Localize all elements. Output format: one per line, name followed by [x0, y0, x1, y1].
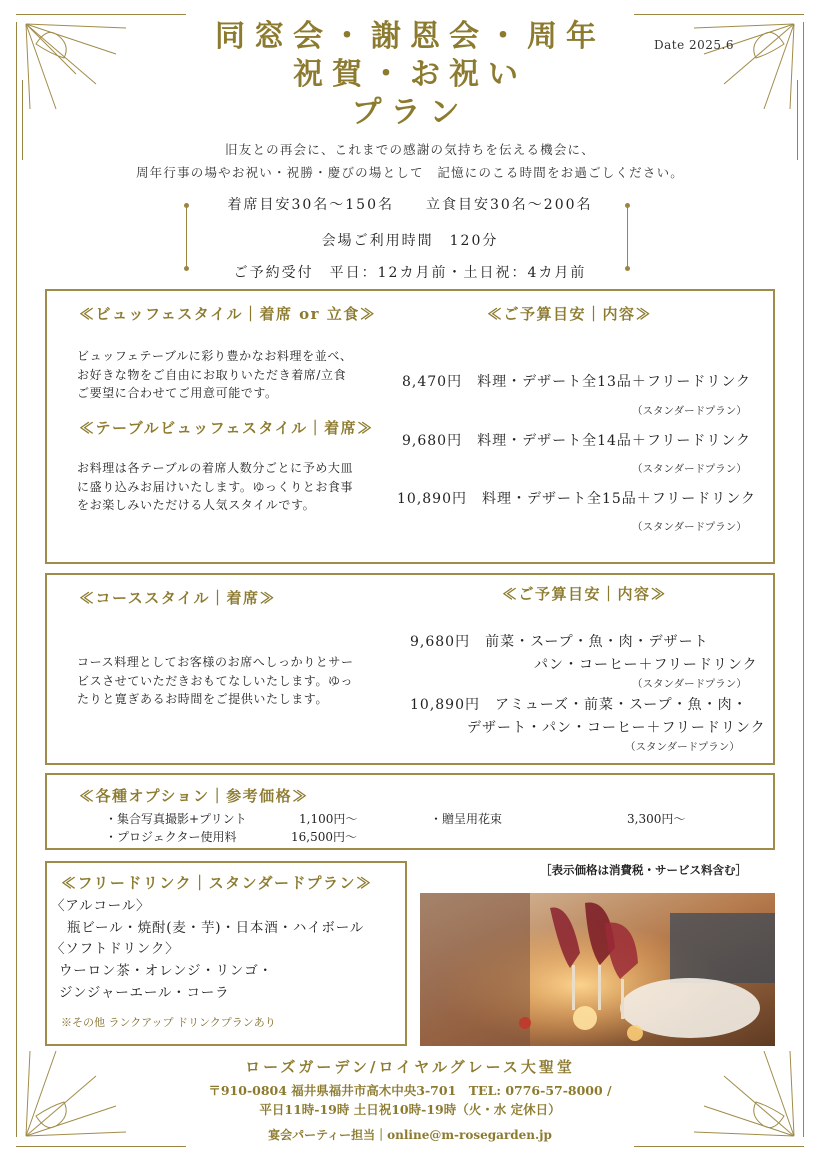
toast-photo-image [420, 893, 775, 1046]
date-label: Date 2025.6 [653, 38, 734, 52]
course-price-2: 10,890円 アミューズ・前菜・スープ・魚・肉・ [410, 697, 748, 713]
buffet-price-2-note: （スタンダードプラン） [632, 463, 747, 475]
buffet-price-3: 10,890円 料理・デザート全15品＋フリードリンク [397, 491, 756, 507]
option-projector-price: 16,500円～ [291, 830, 357, 844]
frame-bottom-line-left [16, 1146, 186, 1147]
option-photo-price: 1,100円～ [299, 812, 358, 826]
course-heading: ≪コーススタイル｜着席≫ [79, 589, 276, 607]
options-heading: ≪各種オプション｜参考価格≫ [79, 787, 309, 805]
options-section [45, 773, 775, 850]
hours-info: 会場ご利用時間 120分 [321, 233, 499, 249]
drinks-heading: ≪フリードリンク｜スタンダードプラン≫ [61, 874, 373, 892]
soft-drink-items-2: ジンジャーエール・コーラ [59, 985, 230, 1001]
capacity-info: 着席目安30名～150名 立食目安30名～200名 [227, 197, 593, 213]
course-budget-heading: ≪ご予算目安｜内容≫ [502, 585, 668, 603]
course-section [45, 573, 775, 765]
frame-right-line [803, 22, 804, 1137]
soft-drink-items-1: ウーロン茶・オレンジ・リンゴ・ [59, 963, 273, 979]
intro-text-2: 周年行事の場やお祝い・祝勝・慶びの場として 記憶にのこる時間をお過ごしください。 [135, 165, 684, 180]
venue-contact: 宴会パーティー担当｜online@m-rosegarden.jp [268, 1128, 552, 1142]
toast-photo [420, 893, 775, 1046]
page-title-line2: 祝賀・お祝い [293, 57, 527, 92]
frame-bottom-line-right [634, 1146, 804, 1147]
buffet-description: ビュッフェテーブルに彩り豊かなお料理を並べ、 お好きな物をご自由にお取りいただき着席/立食 ご要望に合わせてご用意可能です。 [77, 349, 353, 401]
course-price-1-note: （スタンダードプラン） [632, 678, 747, 690]
drinks-section [45, 861, 407, 1046]
course-price-1-line2: パン・コーヒー＋フリードリンク [534, 657, 758, 673]
intro-text-1: 旧友との再会に、これまでの感謝の気持ちを伝える機会に、 [225, 142, 595, 157]
table-buffet-description: お料理は各テーブルの着席人数分ごとに予め大皿 に盛り込みお届けいたします。ゆっくりとお食事 をお楽しみいただける人気スタイルです。 [77, 461, 354, 513]
buffet-budget-heading: ≪ご予算目安｜内容≫ [487, 305, 653, 323]
venue-hours: 平日11時-19時 土日祝10時-19時（火・水 定休日） [259, 1102, 561, 1117]
table-buffet-heading: ≪テーブルビュッフェスタイル｜着席≫ [79, 419, 374, 437]
venue-name: ローズガーデン/ロイヤルグレース大聖堂 [245, 1058, 575, 1076]
alcohol-label: 〈アルコール〉 [51, 898, 151, 914]
soft-drink-label: 〈ソフトドリンク〉 [51, 941, 180, 957]
reservation-info: ご予約受付 平日：12カ月前・土日祝：4カ月前 [233, 265, 587, 281]
buffet-section [45, 289, 775, 564]
buffet-price-1: 8,470円 料理・デザート全13品＋フリードリンク [402, 374, 752, 390]
course-price-2-note: （スタンダードプラン） [625, 741, 740, 753]
alcohol-items: 瓶ビール・焼酎(麦・芋)・日本酒・ハイボール [67, 920, 365, 936]
option-flowers-price: 3,300円～ [627, 812, 686, 826]
course-price-2-line2: デザート・パン・コーヒー＋フリードリンク [467, 720, 766, 736]
frame-left-line [16, 22, 17, 1137]
option-projector-label: ・プロジェクター使用料 [105, 830, 237, 844]
drinks-note: ※その他 ランクアップ ドリンクプランあり [61, 1016, 276, 1029]
course-price-1: 9,680円 前菜・スープ・魚・肉・デザート [410, 634, 709, 650]
option-photo-label: ・集合写真撮影+プリント [105, 812, 247, 826]
tax-note: ［表示価格は消費税・サービス料含む］ [540, 863, 747, 877]
page-title-line1: 同窓会・謝恩会・周年 [215, 19, 605, 54]
option-flowers-label: ・贈呈用花束 [430, 812, 503, 826]
buffet-heading: ≪ビュッフェスタイル｜着席 or 立食≫ [79, 305, 377, 323]
buffet-price-2: 9,680円 料理・デザート全14品＋フリードリンク [402, 433, 752, 449]
venue-address: 〒910-0804 福井県福井市高木中央3-701 TEL: 0776-57-8000 / [208, 1083, 612, 1098]
course-description: コース料理としてお客様のお席へしっかりとサー ビスさせていただきおもてなしいたします。ゆっ たりと寛ぎあるお時間をご提供いたします。 [77, 655, 354, 707]
page-title-line3: プラン [351, 95, 469, 130]
buffet-price-1-note: （スタンダードプラン） [632, 405, 747, 417]
buffet-price-3-note: （スタンダードプラン） [632, 521, 747, 533]
